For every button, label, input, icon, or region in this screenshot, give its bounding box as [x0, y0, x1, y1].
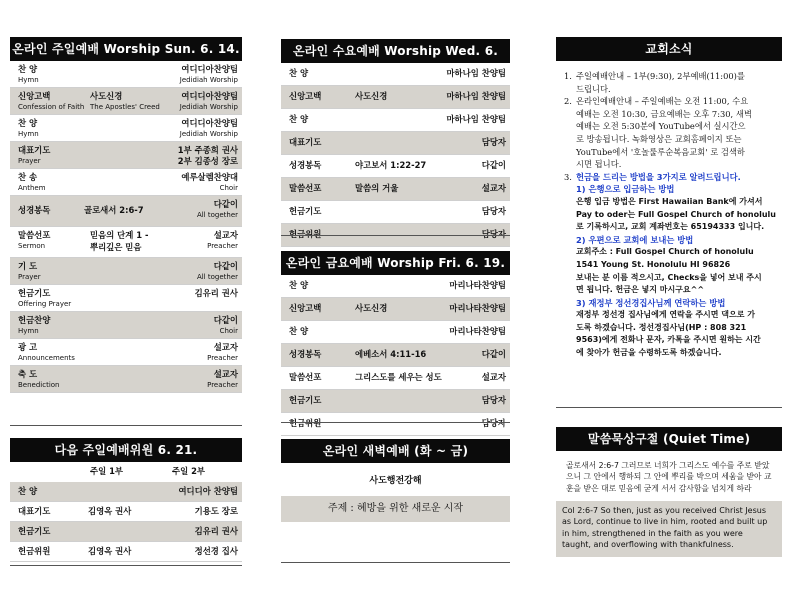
order-detail: 그리스도를 세우는 성도 [355, 372, 442, 382]
order-item: 말씀선포 [289, 372, 322, 382]
order-row [10, 339, 242, 366]
order-leader: 여디디아찬양팀 [181, 64, 238, 74]
order-leader: 다같이 [213, 199, 238, 209]
order-item-en: Hymn [18, 76, 39, 84]
dawn-theme: 주제 : 혜방을 위한 새로운 시작 [281, 496, 510, 522]
verse-line-en: taught, and overflowing with thankfulness. [562, 540, 734, 550]
order-leader: 설교자 [213, 342, 238, 352]
news-subheading: 1) 은행으로 입금하는 방법 [576, 184, 675, 195]
news-subheading: 2) 우편으로 교회에 보내는 방법 [576, 234, 694, 245]
news-item [564, 70, 778, 95]
wednesday-order-table [281, 63, 510, 247]
committee-first: 김영옥 권사 [88, 546, 132, 556]
sunday-worship-title: 온라인 주일예배 Worship Sun. 6. 14. [10, 37, 242, 61]
order-leader: 담당자 [481, 206, 506, 216]
order-leader: 마하나임 찬양팀 [446, 91, 506, 101]
verse-line-ko: 훈을 받은 대로 믿음에 굳게 서서 감사함을 넘치게 하라 [566, 483, 752, 493]
verse-line-en: as Lord, continue to live in him, rooted and built up [562, 517, 768, 527]
quiet-time-section [556, 427, 782, 451]
order-detail-2: 뿌리깊은 믿음 [90, 242, 142, 252]
church-news-section [556, 37, 782, 61]
committee-role: 헌금기도 [18, 526, 51, 536]
divider [281, 422, 510, 423]
order-leader-2: 2부 김종성 장로 [177, 156, 238, 166]
order-item: 헌금기도 [289, 395, 322, 405]
order-item-en: Benediction [18, 381, 60, 389]
order-row [10, 285, 242, 312]
news-line: YouTube에서 '호놀룰루순복음교회' 로 검색하 [576, 146, 745, 157]
news-line: 9563)에게 전화나 문자, 카톡을 주시면 원하는 시간 [576, 335, 761, 345]
news-line: 교회주소 : Full Gospel Church of honolulu [576, 247, 754, 257]
order-leader: 예루살렘찬양대 [181, 172, 238, 182]
order-item: 성경봉독 [18, 205, 51, 215]
order-item-en: Hymn [18, 130, 39, 138]
committee-second: 정선경 집사 [194, 546, 238, 556]
order-item: 신앙고백 [289, 303, 322, 313]
order-item: 헌금위원 [289, 229, 322, 239]
order-leader: 마하나임 찬양팀 [446, 114, 506, 124]
order-item: 기 도 [18, 261, 38, 271]
order-leader-2: Jedidiah Worship [179, 130, 238, 138]
order-item: 말씀선포 [289, 183, 322, 193]
news-item [564, 171, 778, 184]
news-line: 도록 하겠습니다. 정선경집사님(HP : 808 321 [576, 322, 747, 332]
order-item: 헌금기도 [18, 288, 51, 298]
order-item: 대표기도 [289, 137, 322, 147]
order-row [10, 312, 242, 339]
friday-row [281, 298, 510, 321]
order-item: 헌금찬양 [18, 315, 51, 325]
order-item: 광 고 [18, 342, 38, 352]
news-line: 드립니다. [576, 83, 611, 94]
committee-row [10, 522, 242, 542]
committee-row [10, 502, 242, 522]
order-leader-2: Preacher [207, 242, 238, 250]
order-leader: 여디디아찬양팀 [181, 118, 238, 128]
order-leader-2: Jedidiah Worship [179, 76, 238, 84]
order-leader-2: Jedidiah Worship [179, 103, 238, 111]
order-leader: 설교자 [213, 230, 238, 240]
order-leader-2: All together [196, 211, 238, 219]
order-item-en: Announcements [18, 354, 75, 362]
order-row [10, 169, 242, 196]
order-item: 찬 양 [289, 68, 309, 78]
committee-second: 기용도 장로 [194, 506, 238, 516]
order-leader: 김유리 권사 [194, 288, 238, 298]
order-leader-2: Preacher [207, 381, 238, 389]
wednesday-worship-title: 온라인 수요예배 Worship Wed. 6. 17. [281, 39, 510, 63]
news-line: 시면 됩니다. [576, 159, 622, 170]
order-leader: 담당자 [481, 137, 506, 147]
news-line: 은행 입금 방법은 First Hawaiian Bank에 가셔서 [576, 196, 763, 206]
verse-line-ko: 골로새서 2:6-7 그러므로 너희가 그리스도 예수를 주로 받았 [566, 461, 770, 470]
order-detail: 골로새서 2:6-7 [84, 205, 144, 215]
friday-order-table [281, 275, 510, 436]
col-label-first: 주일 1부 [90, 466, 124, 476]
friday-row [281, 275, 510, 298]
committee-second: 여디디아 찬양팀 [178, 486, 238, 496]
order-item: 찬 양 [289, 326, 309, 336]
order-item: 헌금위원 [289, 418, 322, 428]
order-item-en: Sermon [18, 242, 46, 250]
quiet-time-title: 말씀묵상구절 (Quiet Time) [556, 427, 782, 451]
wednesday-row [281, 201, 510, 224]
order-leader: 1부 주종희 권사 [177, 145, 238, 155]
next-committee-header [10, 462, 242, 482]
committee-row [10, 482, 242, 502]
news-subsection [564, 234, 778, 297]
next-committee-section [10, 438, 242, 562]
news-line: 예배는 오전 5:30분에 YouTube에서 실시간으 [576, 121, 746, 132]
church-news-title: 교회소식 [556, 37, 782, 61]
order-detail: 에베소서 4:11-16 [355, 349, 427, 359]
friday-row [281, 344, 510, 367]
dawn-series: 사도행전강해 [369, 476, 422, 486]
verse-line-ko: 으니 그 안에서 행하되 그 안에 뿌리를 박으며 세움을 받아 교 [566, 472, 772, 482]
order-leader: 담당자 [481, 229, 506, 239]
order-item: 찬 양 [289, 280, 309, 290]
wednesday-worship-section [281, 39, 510, 247]
order-item-en: Offering Prayer [18, 300, 72, 308]
order-item: 성경봉독 [289, 160, 322, 170]
order-leader-2: Choir [219, 184, 238, 192]
committee-row [10, 542, 242, 562]
divider [281, 235, 510, 236]
order-row [10, 142, 242, 169]
committee-first: 김영옥 권사 [88, 506, 132, 516]
order-leader: 담당자 [481, 395, 506, 405]
order-leader-2: Choir [219, 327, 238, 335]
order-item: 찬 양 [289, 114, 309, 124]
order-leader: 설교자 [481, 183, 506, 193]
news-line: 주일예배안내 – 1부(9:30), 2부예배(11:00)를 [576, 71, 745, 81]
sunday-order-table [10, 61, 242, 393]
news-line: Pay to oder는 Full Gospel Church of honolulu [576, 209, 776, 219]
divider [10, 425, 242, 426]
friday-row [281, 367, 510, 390]
order-leader: 마하나임 찬양팀 [446, 68, 506, 78]
order-row [10, 88, 242, 115]
order-row [10, 227, 242, 258]
friday-row [281, 321, 510, 344]
order-detail: 사도신경 [355, 303, 388, 313]
order-detail: 말씀의 거울 [355, 183, 399, 193]
friday-worship-title: 온라인 금요예배 Worship Fri. 6. 19. [281, 251, 510, 275]
committee-role: 대표기도 [18, 506, 51, 516]
order-row [10, 258, 242, 285]
order-leader: 설교자 [481, 372, 506, 382]
order-item: 찬 송 [18, 172, 38, 182]
news-line: 에 찾아가 헌금을 수령하도록 하겠습니다. [576, 348, 722, 358]
wednesday-row [281, 86, 510, 109]
order-row [10, 61, 242, 88]
news-number: 2. [564, 96, 572, 107]
next-committee-title: 다음 주일예배위원 6. 21. [10, 438, 242, 462]
news-line: 1541 Young St. Honolulu HI 96826 [576, 259, 731, 269]
order-leader-2: All together [196, 273, 238, 281]
order-item: 신앙고백 [18, 91, 51, 101]
news-line: 헌금을 드리는 방법을 3가지로 알려드립니다. [576, 171, 741, 182]
wednesday-row [281, 178, 510, 201]
order-item-en: Confession of Faith [18, 103, 85, 111]
order-item-en: Anthem [18, 184, 46, 192]
order-item: 헌금기도 [289, 206, 322, 216]
order-leader: 다같이 [481, 160, 506, 170]
committee-role: 헌금위원 [18, 546, 51, 556]
order-row [10, 366, 242, 393]
order-leader: 다같이 [481, 349, 506, 359]
wednesday-row [281, 155, 510, 178]
order-item: 축 도 [18, 369, 38, 379]
next-committee-table [10, 482, 242, 562]
order-leader: 다같이 [213, 261, 238, 271]
wednesday-row [281, 109, 510, 132]
order-detail: 사도신경 [355, 91, 388, 101]
church-news-body [564, 70, 778, 360]
news-subsection [564, 183, 778, 233]
friday-row [281, 390, 510, 413]
order-detail-2: The Apostles' Creed [90, 103, 160, 111]
divider [10, 565, 242, 566]
wednesday-row [281, 63, 510, 86]
order-leader: 마리나타찬양팀 [449, 303, 506, 313]
order-item: 대표기도 [18, 145, 51, 155]
divider [281, 562, 510, 563]
committee-role: 찬 양 [18, 486, 38, 496]
col-label-second: 주일 2부 [172, 466, 206, 476]
verse-line-en: Col 2:6-7 So then, just as you received Christ Jesus [562, 506, 766, 515]
order-leader: 여디디아찬양팀 [181, 91, 238, 101]
order-item: 신앙고백 [289, 91, 322, 101]
news-line: 보내는 분 이름 적으시고, Checks을 넣어 보내 주시 [576, 272, 762, 282]
verse-line-en: in him, strengthened in the faith as you were [562, 528, 743, 538]
quiet-time-korean [566, 460, 772, 494]
dawn-worship-section [281, 439, 510, 522]
news-line: 로 기록하시고, 교회 계좌번호는 65194333 입니다. [576, 222, 765, 232]
news-subheading: 3) 재정부 정선경집사님께 연락하는 방법 [576, 297, 726, 308]
news-line: 예배는 오전 10:30, 금요예배는 오후 7:30, 새벽 [576, 108, 752, 119]
news-item [564, 95, 778, 171]
order-row [10, 115, 242, 142]
order-leader: 마리나타찬양팀 [449, 326, 506, 336]
order-row [10, 196, 242, 227]
order-item: 찬 양 [18, 118, 38, 128]
order-item: 말씀선포 [18, 230, 51, 240]
quiet-time-english [556, 501, 782, 557]
order-item: 성경봉독 [289, 349, 322, 359]
order-detail: 믿음의 단계 1 - [90, 230, 149, 240]
friday-row [281, 413, 510, 436]
order-item-en: Prayer [18, 273, 41, 281]
order-item: 찬 양 [18, 64, 38, 74]
news-line: 로 방송됩니다. 녹화영상은 교회홈페이지 또는 [576, 133, 742, 144]
news-number: 3. [564, 171, 572, 182]
order-leader: 담당자 [481, 418, 506, 428]
order-leader: 설교자 [213, 369, 238, 379]
friday-worship-section [281, 251, 510, 436]
order-leader: 마리나타찬양팀 [449, 280, 506, 290]
news-line: 온라인예배안내 – 주일예배는 오전 11:00, 수요 [576, 96, 749, 107]
news-subsection [564, 297, 778, 360]
news-line: 면 됩니다. 헌금은 넣지 마시구요^^ [576, 285, 705, 295]
committee-second: 김유리 권사 [194, 526, 238, 536]
news-number: 1. [564, 71, 572, 81]
order-detail: 야고보서 1:22-27 [355, 160, 427, 170]
sunday-worship-section [10, 37, 242, 393]
order-leader: 다같이 [213, 315, 238, 325]
order-item-en: Hymn [18, 327, 39, 335]
news-line: 재정부 정선경 집사님에게 연락을 주시면 댁으로 가 [576, 310, 755, 320]
dawn-worship-title: 온라인 새벽예배 (화 ~ 금) [281, 439, 510, 463]
wednesday-row [281, 132, 510, 155]
order-item-en: Prayer [18, 157, 41, 165]
order-detail: 사도신경 [90, 91, 123, 101]
order-leader-2: Preacher [207, 354, 238, 362]
divider [556, 407, 782, 408]
